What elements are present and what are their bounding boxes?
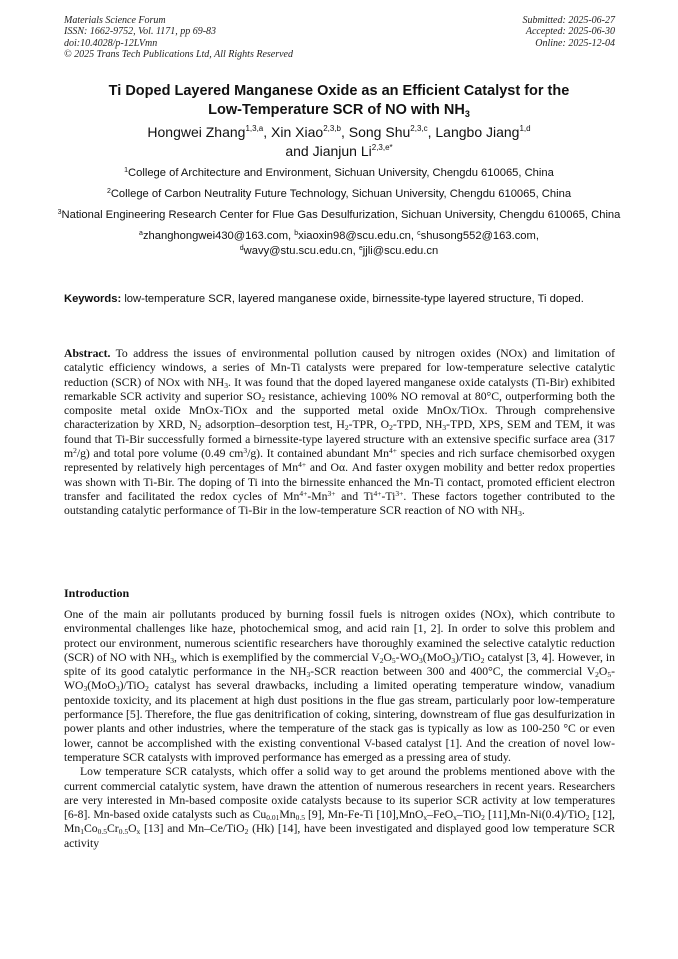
affiliation-item <box>40 166 638 181</box>
email-address[interactable]: jjli@scu.edu.cn <box>362 245 439 257</box>
affiliation-number: 2 <box>106 188 111 195</box>
author-and: and <box>285 143 313 159</box>
submitted-date: Submitted: 2025-06-27 <box>522 15 615 26</box>
affiliation-number: 3 <box>57 209 62 216</box>
email-marker: d <box>239 245 244 252</box>
accepted-date: Accepted: 2025-06-30 <box>525 26 615 38</box>
author-name: Song Shu <box>348 124 411 140</box>
author-separator: , <box>340 124 349 140</box>
doi-line: doi:10.4028/p-12LVmn <box>64 37 158 49</box>
affiliation-text: National Engineering Research Center for Flue Gas Desulfurization, Sichuan University, Chengdu 610065, China <box>61 209 621 221</box>
dates-header <box>523 15 616 49</box>
abstract-label: Abstract. <box>64 347 111 360</box>
journal-name: Materials Science Forum <box>64 15 166 26</box>
author-line-2 <box>40 142 638 161</box>
author-affiliation-marker: 1,3,a <box>245 124 264 133</box>
affiliation-number: 1 <box>124 167 129 174</box>
author-affiliation-marker: 2,3,c <box>410 124 428 133</box>
email-marker: e <box>358 245 363 252</box>
abstract <box>64 347 615 519</box>
email-list <box>40 229 638 259</box>
abstract-text: To address the issues of environmental pollution caused by nitrogen oxides (NOx) and limitation of catalytic efficiency windows, a series of Mn-Ti catalysts were prepared for low-temperature selective catalytic reduction (SCR) of NOx with $NH_3$. It was found that the doped layered manganese oxide catalysts (Ti-Bir) exhibited remarkable SCR activity and superior $SO_2$ resistance, achieving 100% NO removal at 80°C, outperforming both the composite metal oxide MnOx-TiOx and the supported metal oxide MnOx/TiOx. Through comprehensive characterization by XRD, $N_2$ adsorption–desorption test, $H_2$-TPR, $O_2$-TPD, $NH_3$-TPD, XPS, SEM and TEM, it was found that Ti-Bir successfully formed a birnessite-type layered structure with an extensive specific surface area (317 $m^2/g$) and total pore volume (0.49 $cm^3/g$). It contained abundant $Mn^{4+}$ species and rich surface chemisorbed oxygen represented by relatively high percentages of $Mn^{4+}$ and Oα. And faster oxygen mobility and better redox properties was shown with Ti-Bir. The doping of Ti into the birnessite enhanced the Mn-Ti contact, promoted efficient electron transfer and facilitated the redox cycles of $Mn^{4+}-Mn^{3+}$ and $Ti^{4+}-Ti^{3+}$. These factors together contributed to the outstanding catalytic performance of Ti-Bir in the low-temperature SCR reaction of NO with $NH_3$. <box>64 347 616 519</box>
email-marker: b <box>294 230 299 237</box>
email-address[interactable]: xiaoxin98@scu.edu.cn <box>298 230 411 242</box>
author-affiliation-marker: 2,3,e* <box>371 143 393 152</box>
author-name: Langbo Jiang <box>435 124 520 140</box>
affiliation-item <box>40 208 638 223</box>
affiliation-text: College of Carbon Neutrality Future Technology, Sichuan University, Chengdu 610065, China <box>110 188 572 200</box>
keywords-label: Keywords: <box>64 293 122 305</box>
copyright-line: © 2025 Trans Tech Publications Ltd, All Rights Reserved <box>64 48 293 60</box>
title-line-1: Ti Doped Layered Manganese Oxide as an Efficient Catalyst for the <box>108 83 570 99</box>
affiliation-list <box>40 166 638 259</box>
introduction-heading: Introduction <box>64 586 130 600</box>
title-subscript: 3 <box>464 109 470 119</box>
journal-header <box>64 15 293 60</box>
email-marker: a <box>139 230 143 237</box>
author-affiliation-marker: 2,3,b <box>323 124 341 133</box>
affiliation-item <box>40 187 638 202</box>
author-separator: , <box>263 124 272 140</box>
email-address[interactable]: shusong552@163.com <box>420 230 536 242</box>
keywords-text: low-temperature SCR, layered manganese oxide, birnessite-type layered structure, Ti doped. <box>124 293 584 305</box>
email-line-2: $^d$wavy@stu.scu.edu.cn, $^e$jjli@scu.edu.cn <box>239 245 439 257</box>
author-name: Xin Xiao <box>271 124 324 140</box>
email-line-1: $^a$zhanghongwei430@163.com, $^b$xiaoxin98@scu.edu.cn, $^c$shusong552@163.com, <box>139 230 539 242</box>
intro-paragraph-1: One of the main air pollutants produced by burning fossil fuels is nitrogen oxides (NOx), which contribute to environmental challenges like haze, photochemical smog, and acid rain [1, 2]. In order to solve this problem and protect our environment, numerous scientific researchers have thoroughly examined the selective catalytic reduction (SCR) of NO with $NH_3$, which is exemplified by the commercial $V_2O_5-WO_3(MoO_3)/TiO_2$ catalyst [3, 4]. However, in spite of its good catalytic performance in the $NH_3$-SCR reaction between 300 and 400°C, the commercial $V_2O_5-WO_3(MoO_3)/TiO_2$ catalyst has several drawbacks, including a limited operating temperature window, vanadium pentoxide toxicity, and its placement at high dust positions in the flue gas stream, particularly poor low-temperature performance [5]. Therefore, the flue gas denitrification of coking, sintering, downstream of flue gas desulfurization in power plants and other industries, where the temperature of the stack gas is typically as low as 100-250 °C or even lower, cannot be accomplished with the existing conventional V-based catalyst [1]. And the creation of novel low-temperature SCR catalysts with improved performance has emerged as a pressing area of study. <box>64 608 615 764</box>
author-affiliation-marker: 1,d <box>519 124 531 133</box>
email-address[interactable]: zhanghongwei430@163.com <box>142 230 289 242</box>
keywords <box>64 292 615 307</box>
author-line-1 <box>40 123 638 142</box>
author-name: Jianjun Li <box>312 143 372 159</box>
email-marker: c <box>417 230 421 237</box>
author-list <box>40 123 638 161</box>
paper-title <box>40 82 638 120</box>
affiliation-text: College of Architecture and Environment, Sichuan University, Chengdu 610065, China <box>128 167 554 179</box>
title-line-2 <box>40 101 638 120</box>
introduction-body <box>64 608 615 851</box>
title-line-2-text: Low-Temperature SCR of NO with NH <box>208 102 465 118</box>
intro-paragraph-2: Low temperature SCR catalysts, which offer a solid way to get around the problems mentioned above with the current commercial catalytic system, have drawn the attention of numerous researchers in recent years. Researchers are very interested in Mn-based composite oxide catalysts because to its superior SCR activity at low temperatures [6-8]. Mn-based oxide catalysts such as $Cu_{0.01}Mn_{0.5}$ [9], Mn-Fe-Ti [10],MnO$_x$–FeO$_x$–TiO$_2$ [11],Mn-Ni(0.4)/TiO$_2$ [12], $Mn_1Co_{0.5}Cr_{0.5}O_x$ [13] and Mn–Ce/TiO$_2$ (Hk) [14], have been investigated and displayed good low temperature SCR activity <box>64 765 615 850</box>
author-name: Hongwei Zhang <box>147 124 246 140</box>
issn-line: ISSN: 1662-9752, Vol. 1171, pp 69-83 <box>64 26 217 38</box>
email-address[interactable]: wavy@stu.scu.edu.cn <box>243 245 353 257</box>
online-date: Online: 2025-12-04 <box>535 37 615 49</box>
author-separator: , <box>427 124 436 140</box>
